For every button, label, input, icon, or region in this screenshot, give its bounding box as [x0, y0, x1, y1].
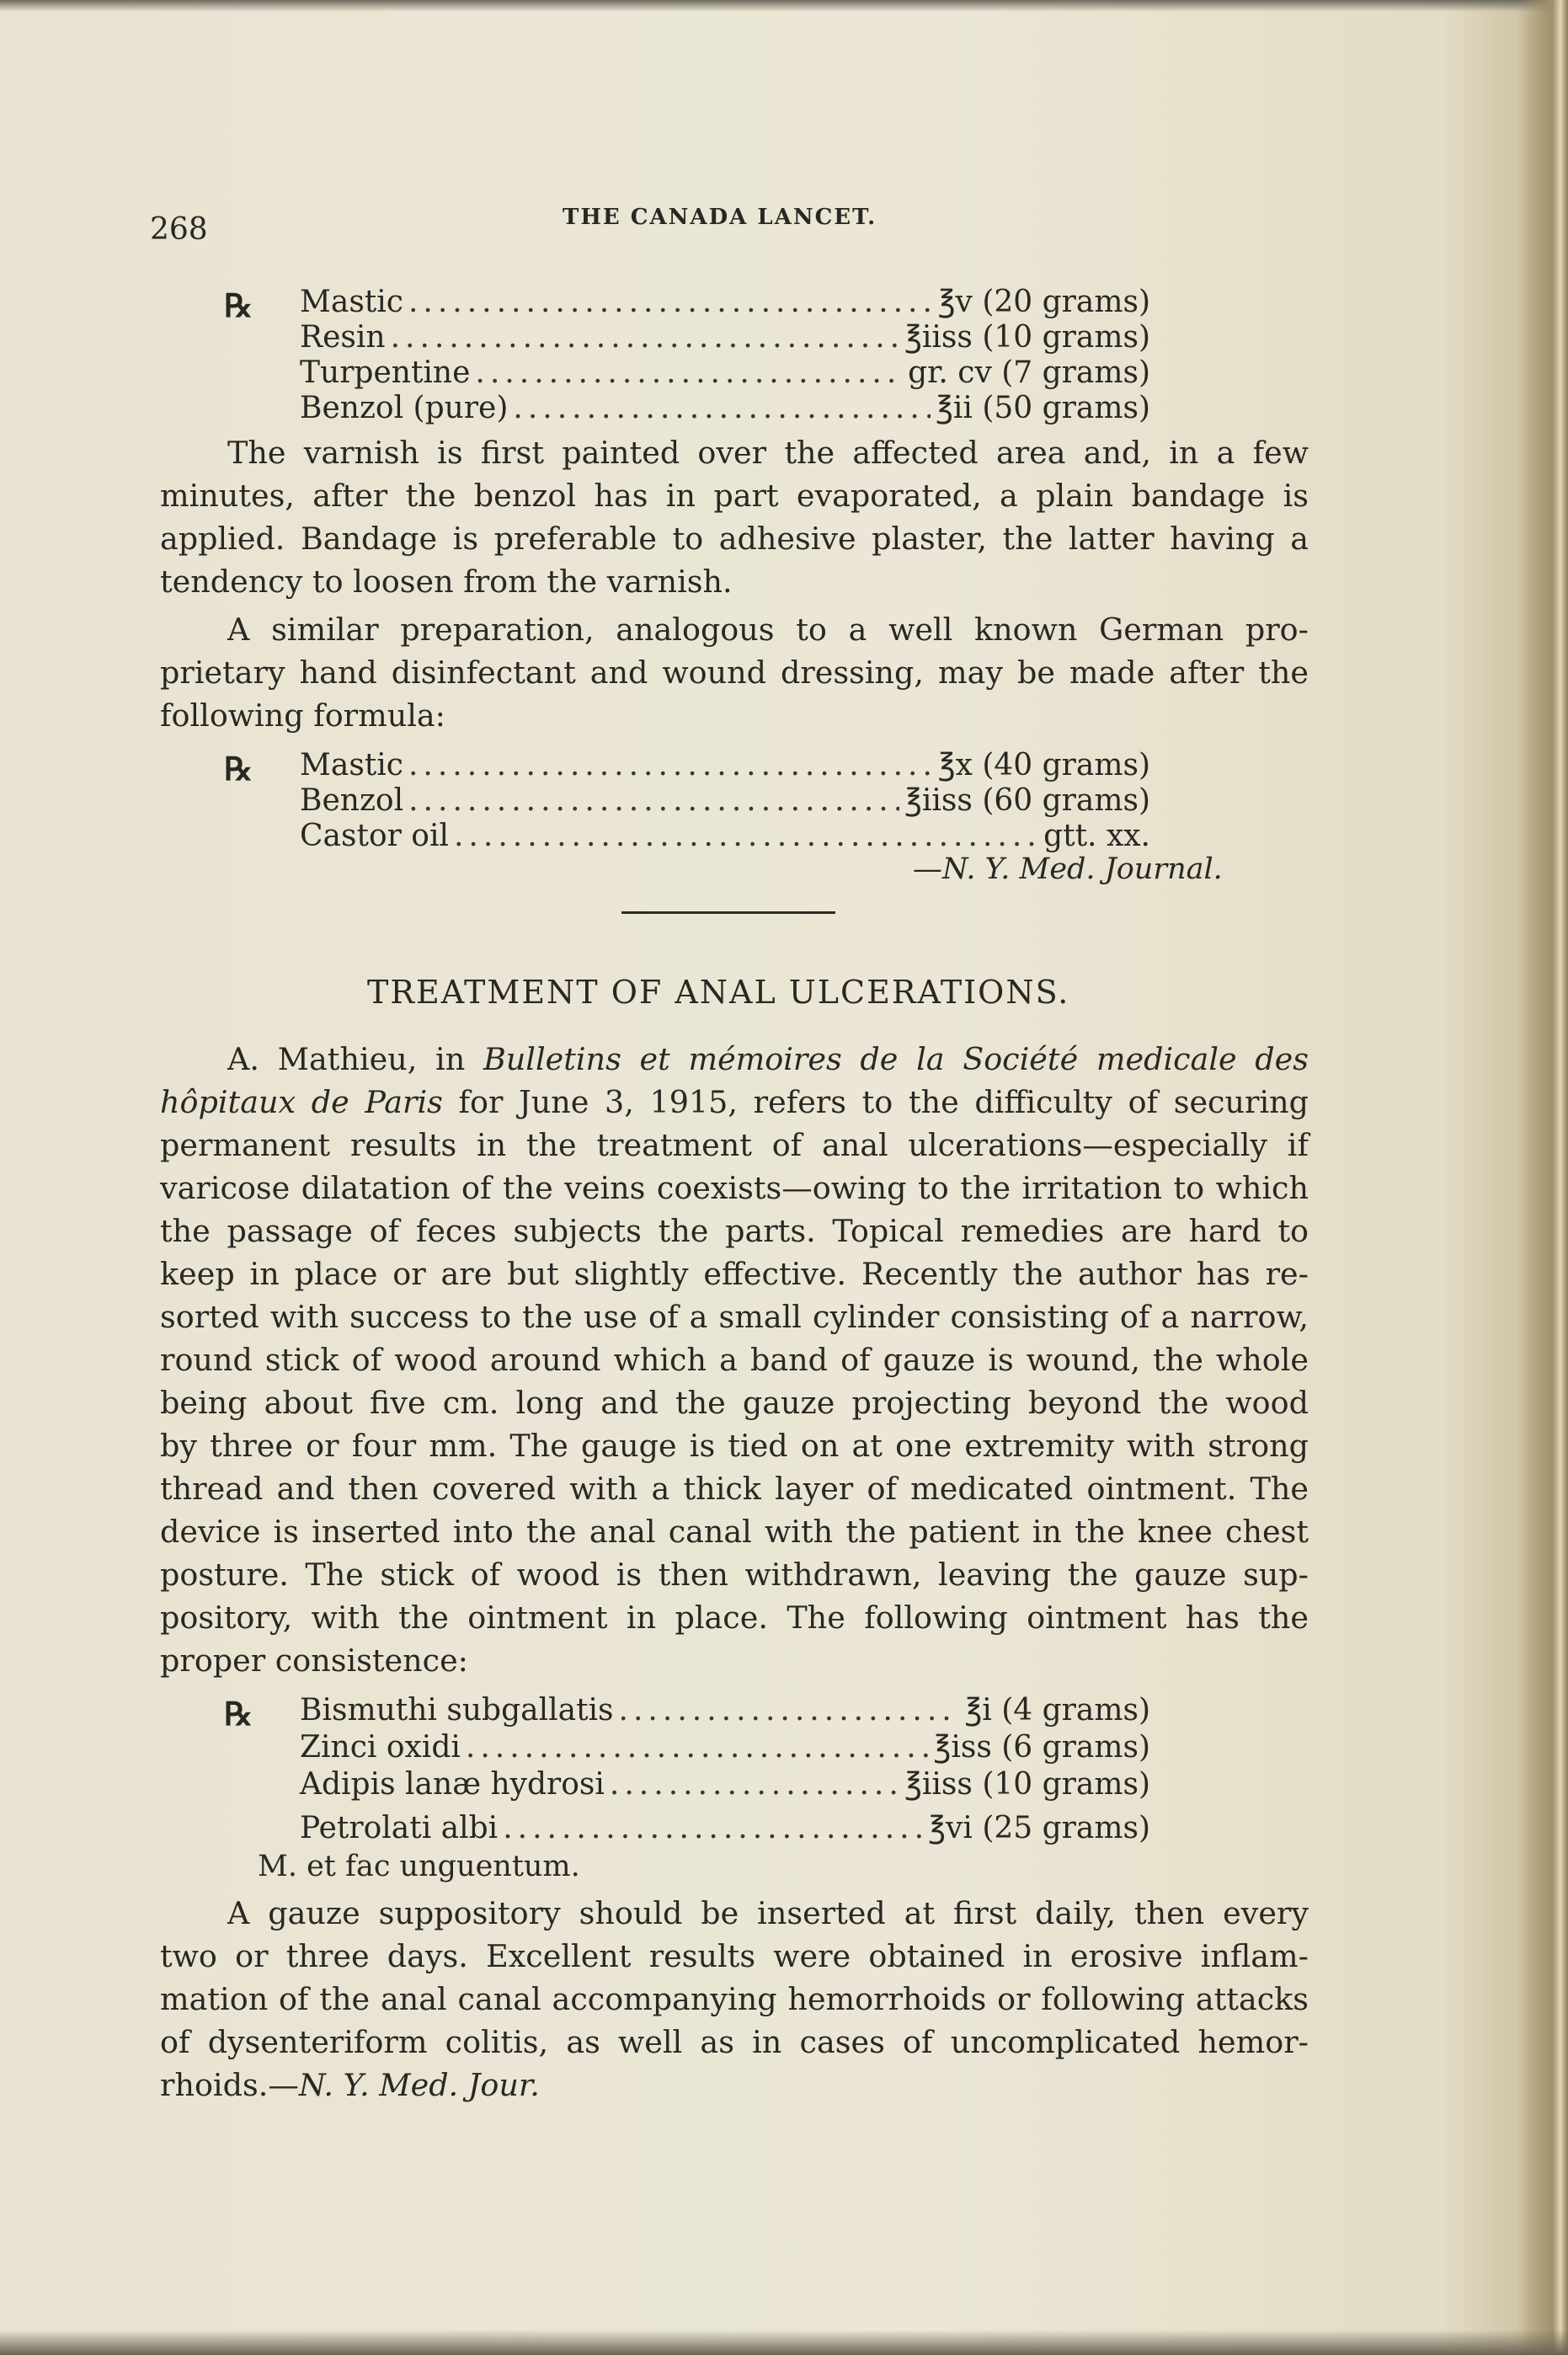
section-divider	[621, 911, 835, 914]
paragraph-mathieu	[160, 1038, 1309, 1682]
text-line: prietary hand disinfectant and wound dressing, may be made after the	[160, 654, 1309, 691]
rx-item-qty: ℥iss (6 grams)	[933, 1730, 1150, 1765]
rx-item-name: Mastic	[300, 748, 403, 782]
text-line: mation of the anal canal accompanying hemorrhoids or following attacks	[160, 1981, 1309, 2017]
rx-item-qty: gr. cv (7 grams)	[908, 355, 1150, 390]
rx-item	[300, 320, 1150, 355]
paragraph-gauze-suppository	[160, 1892, 1309, 2107]
text-line: keep in place or are but slightly effective. Recently the author has re-	[160, 1256, 1309, 1292]
rx-item	[300, 1693, 1150, 1728]
text-run: rhoids.	[160, 2067, 269, 2103]
rx-symbol: ℞	[224, 1695, 253, 1733]
text-line	[160, 1038, 1309, 1081]
text-line: applied. Bandage is preferable to adhesive plaster, the latter having a	[160, 521, 1309, 557]
text-line: the passage of feces subjects the parts. Topical remedies are hard to	[160, 1213, 1309, 1249]
text-line: sorted with success to the use of a small cylinder consisting of a narrow,	[160, 1299, 1309, 1335]
journal-title-italic: hôpitaux de Paris	[160, 1084, 443, 1120]
rx-item	[300, 1730, 1150, 1765]
text-line	[160, 1081, 1309, 1124]
rx-item-qty: ℥i (4 grams)	[964, 1693, 1150, 1728]
rx-item-name: Benzol (pure)	[300, 391, 509, 425]
rx-item-qty: gtt. xx.	[1043, 819, 1150, 853]
section-title: TREATMENT OF ANAL ULCERATIONS.	[367, 974, 1070, 1011]
rx-item-qty: ℥x (40 grams)	[937, 748, 1150, 782]
rx-item-name: Resin	[300, 320, 386, 355]
text-line: device is inserted into the anal canal with the patient in the knee chest	[160, 1514, 1309, 1550]
text-line: proper consistence:	[160, 1642, 468, 1679]
rx-item	[300, 819, 1150, 853]
text-line: thread and then covered with a thick layer of medicated ointment. The	[160, 1471, 1309, 1507]
rx-item-qty: ℥vi (25 grams)	[928, 1811, 1150, 1845]
text-line: The varnish is first painted over the affected area and, in a few	[227, 435, 1309, 471]
rx-item-name: Mastic	[300, 285, 403, 319]
page-number: 268	[150, 212, 208, 247]
rx-item	[300, 1767, 1150, 1802]
text-line: minutes, after the benzol has in part evaporated, a plain bandage is	[160, 478, 1309, 514]
rx-item-qty: ℥ii (50 grams)	[936, 391, 1150, 425]
page-binding-edge	[1517, 0, 1568, 2355]
rx-item-qty: ℥iiss (60 grams)	[904, 783, 1150, 818]
attribution-ny-med-journal: —N. Y. Med. Journal.	[913, 852, 1223, 886]
text-line: of dysenteriform colitis, as well as in cases of uncomplicated hemor-	[160, 2024, 1309, 2060]
page-top-shadow	[0, 0, 1568, 12]
rx-item	[300, 285, 1150, 319]
rx-item-name: Petrolati albi	[300, 1811, 499, 1845]
rx-item-qty: ℥iiss (10 grams)	[904, 320, 1150, 355]
paragraph-similar-preparation	[160, 608, 1309, 737]
text-run: A. Mathieu, in	[227, 1041, 483, 1077]
text-line: varicose dilatation of the veins coexists—owing to the irritation to which	[160, 1170, 1309, 1206]
prescription-2	[224, 745, 1154, 862]
text-line: A similar preparation, analogous to a well known German pro-	[227, 611, 1309, 648]
journal-title-italic: Bulletins et mémoires de la Société medicale des	[483, 1041, 1309, 1077]
text-line: round stick of wood around which a band of gauze is wound, the whole	[160, 1342, 1309, 1378]
rx-item-qty: ℥v (20 grams)	[937, 285, 1150, 319]
text-run: for June 3, 1915, refers to the difficulty of securing	[442, 1084, 1309, 1120]
paragraph-varnish	[160, 431, 1309, 603]
text-line: permanent results in the treatment of anal ulcerations—especially if	[160, 1127, 1309, 1163]
rx-item-name: Castor oil	[300, 819, 449, 853]
text-line	[160, 2064, 1309, 2107]
rx-item-name: Turpentine	[300, 355, 471, 390]
text-line: posture. The stick of wood is then withdrawn, leaving the gauze sup-	[160, 1557, 1309, 1593]
running-head: THE CANADA LANCET.	[563, 205, 877, 230]
attribution-ny-med-jour: —N. Y. Med. Jour.	[268, 2067, 540, 2103]
text-line: pository, with the ointment in place. The following ointment has the	[160, 1599, 1309, 1636]
rx-item	[300, 355, 1150, 390]
rx-item	[300, 391, 1150, 425]
rx-item-qty: ℥iiss (10 grams)	[904, 1767, 1150, 1802]
rx-item-name: Benzol	[300, 783, 404, 818]
text-line: A gauze suppository should be inserted at first daily, then every	[227, 1895, 1309, 1931]
rx-item-name: Bismuthi subgallatis	[300, 1693, 614, 1728]
text-line: by three or four mm. The gauge is tied on at one extremity with strong	[160, 1428, 1309, 1464]
text-line: tendency to loosen from the varnish.	[160, 563, 733, 600]
rx-item	[300, 748, 1150, 782]
prescription-3	[224, 1690, 1154, 1850]
rx-symbol: ℞	[224, 286, 253, 324]
text-line: following formula:	[160, 697, 445, 734]
rx-symbol: ℞	[224, 750, 253, 788]
rx-item-name: Zinci oxidi	[300, 1730, 461, 1765]
prescription-1	[224, 280, 1154, 431]
page-bottom-shadow	[0, 2330, 1568, 2355]
rx-item-name: Adipis lanæ hydrosi	[300, 1767, 605, 1802]
prescription-instruction: M. et fac unguentum.	[258, 1850, 580, 1883]
text-line: two or three days. Excellent results were obtained in erosive inflam-	[160, 1938, 1309, 1974]
text-line: being about five cm. long and the gauze projecting beyond the wood	[160, 1385, 1309, 1421]
rx-item	[300, 1811, 1150, 1845]
rx-item	[300, 783, 1150, 818]
